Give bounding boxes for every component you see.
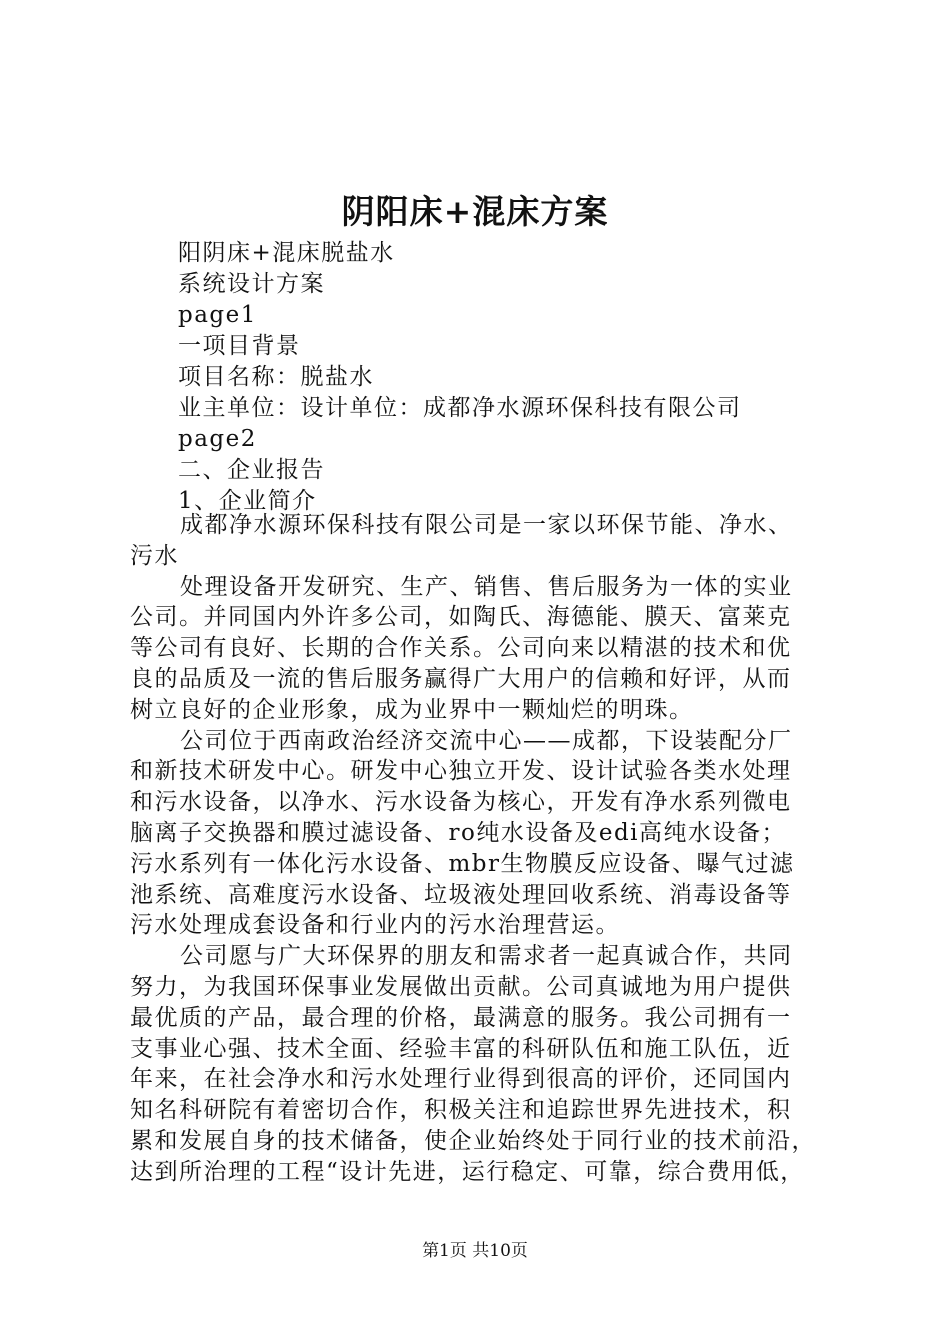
paragraph	[130, 726, 834, 942]
paragraph-line: 污水	[130, 542, 179, 569]
paragraph	[130, 510, 834, 572]
paragraph-line: 脑离子交换器和膜过滤设备、ro纯水设备及edi高纯水设备；	[130, 819, 787, 846]
paragraph-line: 和新技术研发中心。研发中心独立开发、设计试验各类水处理	[130, 758, 792, 785]
header-lines	[178, 238, 742, 517]
paragraph-line: 累和发展自身的技术储备，使企业始终处于同行业的技术前沿，	[130, 1127, 816, 1154]
paragraph-line: 污水系列有一体化污水设备、mbr生物膜反应设备、曝气过滤	[130, 850, 795, 877]
paragraph-line: 树立良好的企业形象，成为业界中一颗灿烂的明珠。	[130, 696, 694, 723]
text-line: 阳阴床+混床脱盐水	[178, 240, 395, 266]
paragraph-line: 达到所治理的工程“设计先进，运行稳定、可靠，综合费用低，	[130, 1158, 805, 1185]
paragraph-line: 成都净水源环保科技有限公司是一家以环保节能、净水、	[180, 512, 793, 538]
text-line: 一项目背景	[178, 333, 301, 359]
page-footer: 第1页 共10页	[422, 1241, 528, 1261]
paragraph-line: 公司愿与广大环保界的朋友和需求者一起真诚合作，共同	[180, 943, 793, 970]
paragraph-line: 等公司有良好、长期的合作关系。公司向来以精湛的技术和优	[130, 635, 792, 662]
text-line: 1、企业简介	[178, 488, 317, 514]
paragraph	[130, 941, 834, 1187]
paragraph-line: 和污水设备，以净水、污水设备为核心，开发有净水系列微电	[130, 789, 792, 816]
text-line: 系统设计方案	[178, 271, 325, 297]
paragraph-line: 支事业心强、技术全面、经验丰富的科研队伍和施工队伍，近	[130, 1035, 792, 1062]
paragraph-line: 年来，在社会净水和污水处理行业得到很高的评价，还同国内	[130, 1066, 792, 1093]
paragraph-line: 知名科研院有着密切合作，积极关注和追踪世界先进技术，积	[130, 1097, 792, 1124]
text-line: 项目名称：脱盐水	[178, 364, 374, 390]
document-title: 阴阳床+混床方案	[341, 192, 609, 231]
paragraph	[130, 572, 834, 726]
paragraph-line: 处理设备开发研究、生产、销售、售后服务为一体的实业	[180, 573, 793, 600]
paragraph-line: 公司。并同国内外许多公司，如陶氏、海德能、膜天、富莱克	[130, 604, 792, 631]
paragraph-line: 良的品质及一流的售后服务赢得广大用户的信赖和好评，从而	[130, 665, 792, 692]
text-line: page1	[178, 302, 257, 328]
paragraph-line: 池系统、高难度污水设备、垃圾液处理回收系统、消毒设备等	[130, 881, 792, 908]
paragraph-line: 最优质的产品，最合理的价格，最满意的服务。我公司拥有一	[130, 1004, 792, 1031]
paragraph-line: 努力，为我国环保事业发展做出贡献。公司真诚地为用户提供	[130, 973, 792, 1000]
text-line: 业主单位：设计单位：成都净水源环保科技有限公司	[178, 395, 742, 421]
paragraph-line: 公司位于西南政治经济交流中心——成都，下设装配分厂	[180, 727, 793, 754]
body-text	[130, 510, 834, 1188]
text-line: page2	[178, 426, 257, 452]
text-line: 二、企业报告	[178, 457, 325, 483]
paragraph-line: 污水处理成套设备和行业内的污水治理营运。	[130, 912, 620, 939]
